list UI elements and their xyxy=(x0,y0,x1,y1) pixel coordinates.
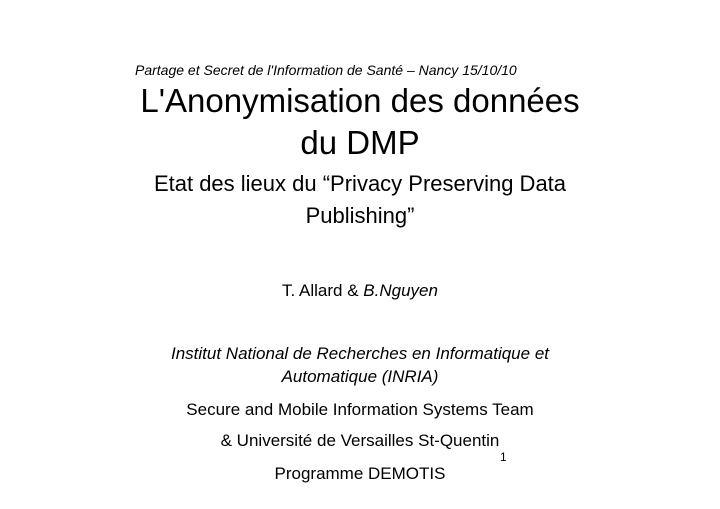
university: & Université de Versailles St-Quentin xyxy=(220,431,500,450)
page-number: 1 xyxy=(500,450,507,464)
title-line-1: L'Anonymisation des données xyxy=(140,82,580,119)
author-allard: T. Allard & xyxy=(282,281,364,300)
title-line-2: du DMP xyxy=(300,124,420,161)
header-line: Partage et Secret de l'Information de Santé – Nancy 15/10/10 xyxy=(135,62,517,78)
institute xyxy=(0,342,720,388)
team-name: Secure and Mobile Information Systems Team xyxy=(186,400,534,419)
subtitle-line-2: Publishing” xyxy=(305,203,415,228)
institute-line-1: Institut National de Recherches en Informatique et xyxy=(171,344,549,363)
program: Programme DEMOTIS xyxy=(274,464,446,483)
slide-title xyxy=(0,80,720,164)
institute-line-2: Automatique (INRIA) xyxy=(281,367,439,386)
subtitle-line-1: Etat des lieux du “Privacy Preserving Data xyxy=(153,171,567,196)
authors xyxy=(0,281,720,301)
author-nguyen: B.Nguyen xyxy=(363,281,438,300)
slide-subtitle xyxy=(0,168,720,232)
